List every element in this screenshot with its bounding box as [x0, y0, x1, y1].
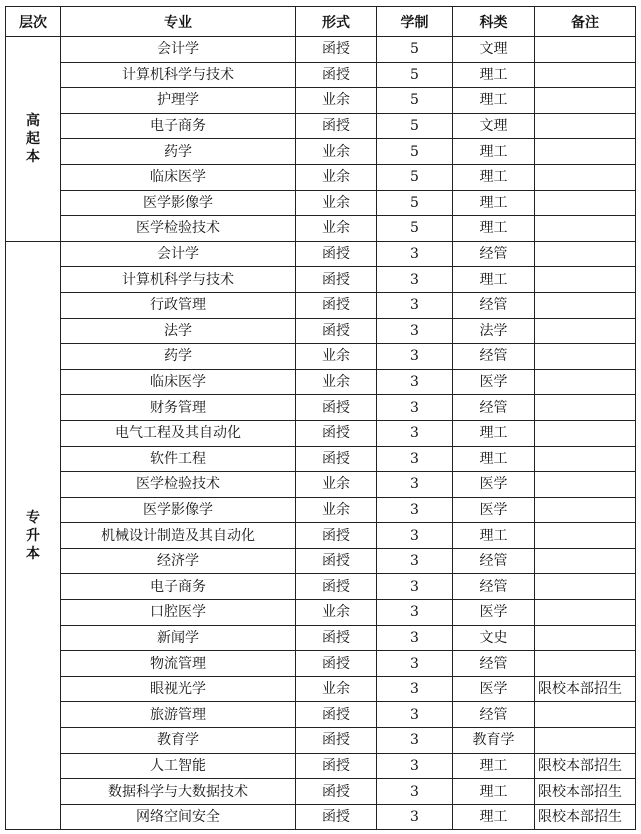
note-cell	[535, 318, 636, 344]
table-row	[6, 728, 636, 754]
table-row	[6, 62, 636, 88]
years-cell: 5	[377, 88, 453, 114]
category-cell: 理工	[453, 753, 535, 779]
note-cell	[535, 728, 636, 754]
major-cell: 新闻学	[61, 625, 296, 651]
header-mode: 形式	[296, 7, 377, 37]
major-cell: 药学	[61, 139, 296, 165]
major-cell: 医学影像学	[61, 497, 296, 523]
major-cell: 临床医学	[61, 164, 296, 190]
note-cell: 限校本部招生	[535, 753, 636, 779]
major-cell: 网络空间安全	[61, 804, 296, 830]
years-cell: 3	[377, 523, 453, 549]
category-cell: 文理	[453, 37, 535, 63]
category-cell: 理工	[453, 446, 535, 472]
table-row	[6, 292, 636, 318]
category-cell: 理工	[453, 62, 535, 88]
major-cell: 电子商务	[61, 574, 296, 600]
major-cell: 会计学	[61, 241, 296, 267]
major-cell: 计算机科学与技术	[61, 267, 296, 293]
mode-cell: 业余	[296, 216, 377, 242]
note-cell	[535, 241, 636, 267]
mode-cell: 函授	[296, 702, 377, 728]
category-cell: 经管	[453, 241, 535, 267]
category-cell: 理工	[453, 216, 535, 242]
mode-cell: 业余	[296, 164, 377, 190]
years-cell: 3	[377, 651, 453, 677]
years-cell: 3	[377, 779, 453, 805]
mode-cell: 函授	[296, 804, 377, 830]
category-cell: 文理	[453, 113, 535, 139]
note-cell	[535, 344, 636, 370]
table-row	[6, 344, 636, 370]
header-level: 层次	[6, 7, 61, 37]
major-cell: 电子商务	[61, 113, 296, 139]
mode-cell: 业余	[296, 497, 377, 523]
category-cell: 经管	[453, 395, 535, 421]
mode-cell: 函授	[296, 574, 377, 600]
table-row	[6, 318, 636, 344]
header-category: 科类	[453, 7, 535, 37]
table-row	[6, 241, 636, 267]
years-cell: 3	[377, 267, 453, 293]
table-row	[6, 625, 636, 651]
major-cell: 经济学	[61, 548, 296, 574]
category-cell: 医学	[453, 676, 535, 702]
table-row	[6, 113, 636, 139]
mode-cell: 业余	[296, 344, 377, 370]
mode-cell: 函授	[296, 241, 377, 267]
mode-cell: 函授	[296, 113, 377, 139]
table-row	[6, 446, 636, 472]
major-cell: 医学检验技术	[61, 216, 296, 242]
major-cell: 药学	[61, 344, 296, 370]
mode-cell: 函授	[296, 651, 377, 677]
years-cell: 5	[377, 37, 453, 63]
major-cell: 眼视光学	[61, 676, 296, 702]
note-cell	[535, 216, 636, 242]
major-cell: 护理学	[61, 88, 296, 114]
table-row	[6, 164, 636, 190]
category-cell: 经管	[453, 548, 535, 574]
category-cell: 经管	[453, 292, 535, 318]
note-cell: 限校本部招生	[535, 804, 636, 830]
years-cell: 3	[377, 420, 453, 446]
mode-cell: 函授	[296, 267, 377, 293]
note-cell	[535, 625, 636, 651]
table-row	[6, 548, 636, 574]
years-cell: 5	[377, 216, 453, 242]
mode-cell: 函授	[296, 37, 377, 63]
table-row	[6, 753, 636, 779]
major-cell: 数据科学与大数据技术	[61, 779, 296, 805]
mode-cell: 业余	[296, 472, 377, 498]
table-row	[6, 702, 636, 728]
years-cell: 3	[377, 548, 453, 574]
table-row	[6, 420, 636, 446]
major-cell: 医学影像学	[61, 190, 296, 216]
mode-cell: 函授	[296, 395, 377, 421]
years-cell: 3	[377, 369, 453, 395]
note-cell	[535, 113, 636, 139]
table-row	[6, 139, 636, 165]
note-cell	[535, 369, 636, 395]
table-row	[6, 190, 636, 216]
years-cell: 5	[377, 62, 453, 88]
category-cell: 文史	[453, 625, 535, 651]
category-cell: 理工	[453, 420, 535, 446]
major-cell: 机械设计制造及其自动化	[61, 523, 296, 549]
note-cell	[535, 190, 636, 216]
note-cell	[535, 497, 636, 523]
years-cell: 3	[377, 446, 453, 472]
table-row	[6, 216, 636, 242]
category-cell: 理工	[453, 523, 535, 549]
note-cell	[535, 574, 636, 600]
years-cell: 3	[377, 804, 453, 830]
years-cell: 3	[377, 395, 453, 421]
header-note: 备注	[535, 7, 636, 37]
years-cell: 3	[377, 497, 453, 523]
major-cell: 法学	[61, 318, 296, 344]
category-cell: 医学	[453, 472, 535, 498]
mode-cell: 业余	[296, 88, 377, 114]
major-cell: 教育学	[61, 728, 296, 754]
years-cell: 3	[377, 676, 453, 702]
years-cell: 3	[377, 600, 453, 626]
major-cell: 计算机科学与技术	[61, 62, 296, 88]
note-cell: 限校本部招生	[535, 676, 636, 702]
category-cell: 教育学	[453, 728, 535, 754]
major-cell: 临床医学	[61, 369, 296, 395]
years-cell: 3	[377, 318, 453, 344]
table-body	[6, 37, 636, 830]
major-cell: 电气工程及其自动化	[61, 420, 296, 446]
table-row	[6, 395, 636, 421]
major-cell: 人工智能	[61, 753, 296, 779]
table-row	[6, 497, 636, 523]
mode-cell: 函授	[296, 292, 377, 318]
category-cell: 理工	[453, 779, 535, 805]
level-cell: 专 升 本	[6, 241, 61, 830]
level-cell: 高 起 本	[6, 37, 61, 242]
category-cell: 理工	[453, 804, 535, 830]
table-row	[6, 600, 636, 626]
mode-cell: 函授	[296, 62, 377, 88]
mode-cell: 业余	[296, 600, 377, 626]
years-cell: 5	[377, 113, 453, 139]
table-row	[6, 779, 636, 805]
category-cell: 法学	[453, 318, 535, 344]
category-cell: 理工	[453, 267, 535, 293]
table-row	[6, 267, 636, 293]
note-cell	[535, 651, 636, 677]
major-cell: 旅游管理	[61, 702, 296, 728]
table-row	[6, 574, 636, 600]
category-cell: 理工	[453, 139, 535, 165]
note-cell	[535, 702, 636, 728]
years-cell: 3	[377, 728, 453, 754]
note-cell	[535, 446, 636, 472]
years-cell: 3	[377, 241, 453, 267]
mode-cell: 函授	[296, 446, 377, 472]
note-cell	[535, 548, 636, 574]
table-header-row	[6, 7, 636, 37]
note-cell	[535, 523, 636, 549]
years-cell: 3	[377, 753, 453, 779]
mode-cell: 函授	[296, 625, 377, 651]
mode-cell: 业余	[296, 190, 377, 216]
category-cell: 经管	[453, 651, 535, 677]
mode-cell: 业余	[296, 676, 377, 702]
note-cell: 限校本部招生	[535, 779, 636, 805]
mode-cell: 函授	[296, 728, 377, 754]
years-cell: 3	[377, 702, 453, 728]
major-cell: 口腔医学	[61, 600, 296, 626]
years-cell: 3	[377, 292, 453, 318]
category-cell: 理工	[453, 164, 535, 190]
mode-cell: 业余	[296, 139, 377, 165]
note-cell	[535, 292, 636, 318]
note-cell	[535, 420, 636, 446]
table-row	[6, 88, 636, 114]
years-cell: 5	[377, 164, 453, 190]
mode-cell: 函授	[296, 318, 377, 344]
note-cell	[535, 164, 636, 190]
years-cell: 3	[377, 344, 453, 370]
document-page	[5, 6, 636, 830]
program-table	[5, 6, 636, 830]
note-cell	[535, 88, 636, 114]
table-row	[6, 804, 636, 830]
years-cell: 5	[377, 190, 453, 216]
category-cell: 经管	[453, 702, 535, 728]
table-row	[6, 369, 636, 395]
table-row	[6, 523, 636, 549]
category-cell: 医学	[453, 369, 535, 395]
category-cell: 经管	[453, 344, 535, 370]
category-cell: 理工	[453, 88, 535, 114]
note-cell	[535, 395, 636, 421]
major-cell: 软件工程	[61, 446, 296, 472]
major-cell: 会计学	[61, 37, 296, 63]
note-cell	[535, 37, 636, 63]
mode-cell: 函授	[296, 753, 377, 779]
major-cell: 物流管理	[61, 651, 296, 677]
mode-cell: 函授	[296, 779, 377, 805]
note-cell	[535, 600, 636, 626]
major-cell: 医学检验技术	[61, 472, 296, 498]
category-cell: 医学	[453, 497, 535, 523]
table-row	[6, 651, 636, 677]
category-cell: 经管	[453, 574, 535, 600]
header-years: 学制	[377, 7, 453, 37]
major-cell: 财务管理	[61, 395, 296, 421]
mode-cell: 函授	[296, 548, 377, 574]
years-cell: 3	[377, 472, 453, 498]
note-cell	[535, 139, 636, 165]
years-cell: 5	[377, 139, 453, 165]
table-row	[6, 37, 636, 63]
years-cell: 3	[377, 574, 453, 600]
years-cell: 3	[377, 625, 453, 651]
table-row	[6, 472, 636, 498]
header-major: 专业	[61, 7, 296, 37]
note-cell	[535, 472, 636, 498]
category-cell: 理工	[453, 190, 535, 216]
mode-cell: 业余	[296, 369, 377, 395]
category-cell: 医学	[453, 600, 535, 626]
note-cell	[535, 267, 636, 293]
mode-cell: 函授	[296, 420, 377, 446]
table-row	[6, 676, 636, 702]
major-cell: 行政管理	[61, 292, 296, 318]
note-cell	[535, 62, 636, 88]
mode-cell: 函授	[296, 523, 377, 549]
